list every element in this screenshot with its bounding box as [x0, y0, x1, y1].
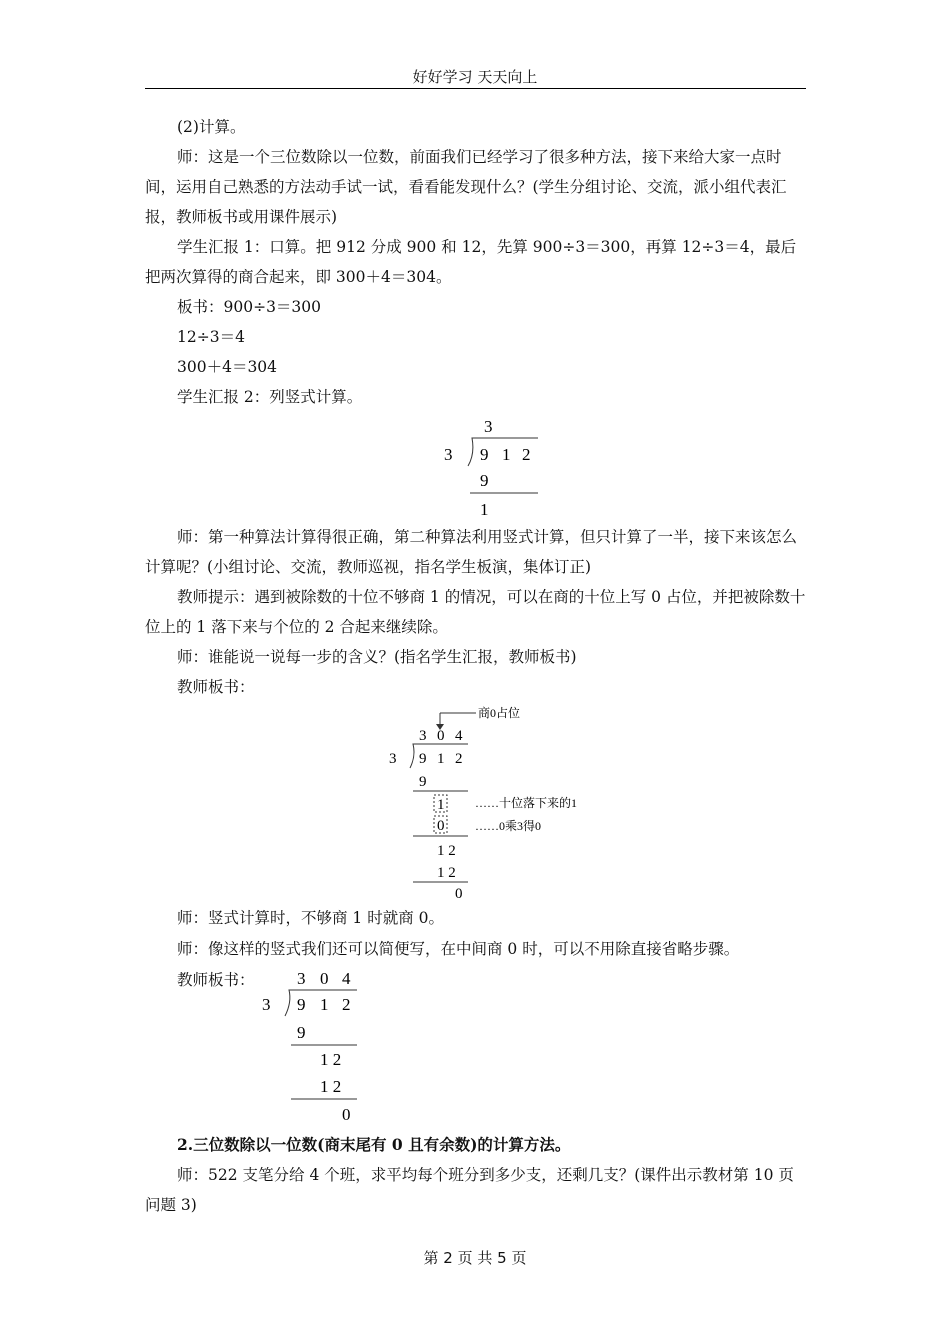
step-twelve: 1 2: [437, 843, 456, 859]
long-division-annotated: [380, 700, 620, 909]
step-product-twelve: 1 2: [437, 865, 456, 881]
step-product-0: 0: [437, 818, 445, 834]
paragraph-teacher-question: 师：第一种算法计算得很正确，第二种算法利用竖式计算，但只计算了一半，接下来该怎么计算呢？(小组讨论、交流，教师巡视，指名学生板演，集体订正): [145, 528, 798, 576]
quotient-digit: 4: [455, 728, 463, 744]
teacher-rule-zero: 师：竖式计算时，不够商 1 时就商 0。: [177, 909, 445, 927]
teacher-simplified-form: 师：像这样的竖式我们还可以简便写，在中间商 0 时，可以不用除直接省略步骤。: [177, 940, 740, 958]
divisor: 3: [262, 995, 271, 1014]
dividend-digit: 9: [480, 445, 489, 464]
board-line-1: 板书：900÷3＝300: [177, 298, 322, 316]
product: 9: [480, 471, 489, 490]
paragraph-teacher-intro: 师：这是一个三位数除以一位数，前面我们已经学习了很多种方法，接下来给大家一点时间，运用自己熟悉的方法动手试一试，看看能发现什么？(学生分组讨论、交流，派小组代表汇报，教师板书或用课件展示): [145, 148, 787, 226]
dividend-digit: 1: [320, 995, 329, 1014]
paragraph-student-report-1: 学生汇报 1：口算。把 912 分成 900 和 12，先算 900÷3＝300，再算 12÷3＝4，最后把两次算得的商合起来，即 300＋4＝304。: [145, 238, 797, 286]
long-division-partial: [430, 412, 550, 526]
board-line-2: 12÷3＝4: [177, 328, 245, 346]
dividend-digit: 2: [522, 445, 531, 464]
quotient-digit: 0: [437, 728, 445, 744]
final-remainder: 0: [342, 1105, 351, 1124]
divisor: 3: [389, 751, 397, 767]
dividend-digit: 9: [419, 751, 427, 767]
step-dropped-1: 1: [437, 797, 445, 813]
dividend-digit: 1: [502, 445, 511, 464]
note-drop-down: ……十位落下来的1: [475, 796, 578, 810]
long-division-simplified: [255, 962, 375, 1131]
board-label-1: 教师板书：: [177, 678, 255, 696]
board-label-2: 教师板书：: [177, 971, 255, 989]
teacher-question-steps: 师：谁能说一说每一步的含义？(指名学生汇报，教师板书): [177, 648, 577, 666]
section-heading-2: 2.三位数除以一位数(商末尾有 0 且有余数)的计算方法。: [177, 1135, 571, 1154]
dividend-digit: 9: [297, 995, 306, 1014]
dividend-digit: 2: [455, 751, 463, 767]
step-twelve: 1 2: [320, 1050, 342, 1069]
paragraph-problem-3: 师：522 支笔分给 4 个班，求平均每个班分到多少支，还剩几支？(课件出示教材第 10 页问题 3): [145, 1166, 794, 1214]
dividend-digit: 2: [342, 995, 351, 1014]
page-footer: 第 2 页 共 5 页: [423, 1249, 527, 1267]
note-quotient-placeholder: 商0占位: [478, 706, 521, 720]
note-zero-times-three: ……0乘3得0: [475, 819, 542, 833]
dividend-digit: 1: [437, 751, 445, 767]
quotient-digit: 4: [342, 969, 351, 988]
board-line-3: 300＋4＝304: [177, 358, 278, 376]
step-product-9: 9: [419, 774, 427, 790]
quotient-digit: 3: [419, 728, 427, 744]
quotient-digit: 3: [297, 969, 306, 988]
quotient-digit: 3: [484, 417, 493, 436]
step-product-twelve: 1 2: [320, 1077, 342, 1096]
final-remainder: 0: [455, 886, 463, 902]
quotient-digit: 0: [320, 969, 329, 988]
remainder: 1: [480, 500, 489, 519]
divisor: 3: [444, 445, 453, 464]
page-header: 好好学习 天天向上: [412, 68, 538, 86]
step-product-9: 9: [297, 1023, 306, 1042]
section-subtitle: (2)计算。: [177, 118, 246, 136]
header-divider: [145, 88, 806, 89]
student-report-2: 学生汇报 2：列竖式计算。: [177, 388, 363, 406]
paragraph-teacher-hint: 教师提示：遇到被除数的十位不够商 1 的情况，可以在商的十位上写 0 占位，并把被除数十位上的 1 落下来与个位的 2 合起来继续除。: [145, 588, 806, 636]
